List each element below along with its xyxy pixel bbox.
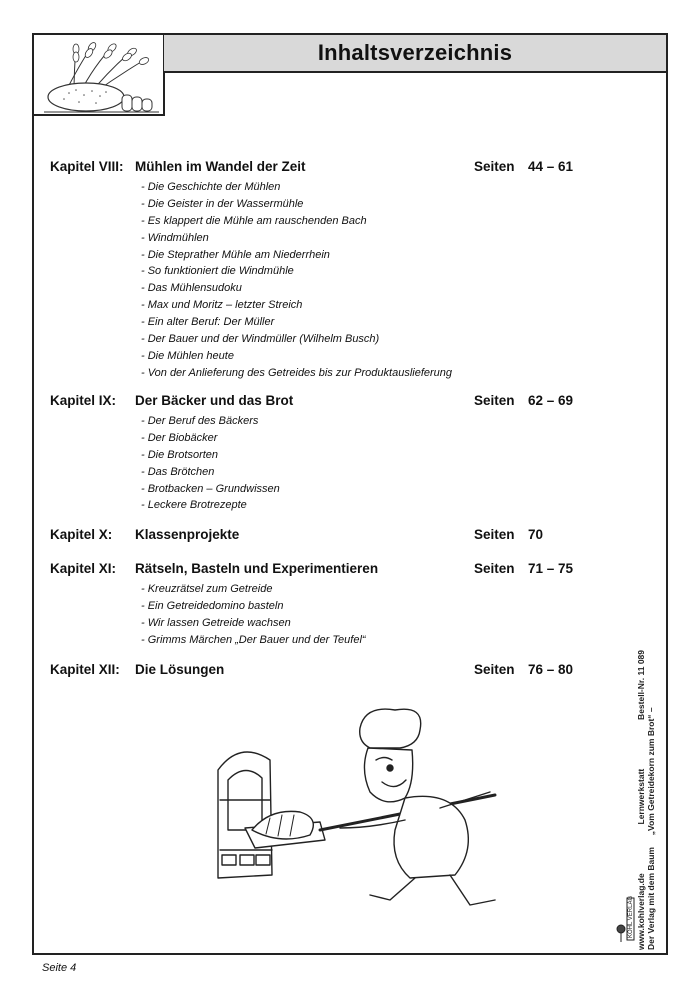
pages-label: Seiten [474,393,515,408]
chapter-title: Die Lösungen [135,662,225,677]
pages-range: 44 – 61 [528,159,574,174]
list-item: - Brotbacken – Grundwissen [141,482,280,495]
chapter-title: Klassenprojekte [135,527,240,542]
publisher-slogan: Der Verlag mit dem Baum [646,847,656,950]
list-item: - Leckere Brotrezepte [141,499,247,512]
chapter-section [50,527,580,545]
bread-illustration [34,35,165,116]
separator: – [646,707,656,713]
list-item: - Die Mühlen heute [141,349,234,362]
list-item: - Die Geschichte der Mühlen [141,181,281,193]
chapter-heading [50,159,580,177]
list-item: - Ein alter Beruf: Der Müller [141,316,275,329]
pages-range: 76 – 80 [528,662,574,677]
list-item: - Der Bauer und der Windmüller (Wilhelm Busch) [141,333,380,346]
chapter-items [141,179,580,382]
list-item: - Der Beruf des Bäckers [141,415,259,427]
list-item: - Es klappert die Mühle am rauschenden Bach [141,214,367,227]
order-number: Bestell-Nr. 11 089 [636,650,646,720]
pages-label: Seiten [474,561,515,576]
list-item: - Wir lassen Getreide wachsen [141,616,291,629]
chapter-label: Kapitel VIII: [50,159,124,174]
chapter-heading [50,393,580,411]
list-item: - Ein Getreidedomino basteln [141,599,284,612]
chapter-section [50,561,580,649]
sidebar-order-info [636,650,666,950]
pages-label: Seiten [474,159,515,174]
list-item: - Windmühlen [141,231,209,244]
pages-range: 62 – 69 [528,393,574,408]
list-item: - Von der Anlieferung des Getreides bis zur Produktauslieferung [141,366,453,379]
chapter-items [141,581,580,649]
book-title: „Vom Getreidekorn zum Brot“ [646,714,656,836]
chapter-heading [50,662,580,680]
chapter-heading [50,527,580,545]
sidebar-row [636,650,646,950]
chapter-label: Kapitel XI: [50,561,117,576]
chapter-label: Kapitel X: [50,527,113,542]
chapter-title: Mühlen im Wandel der Zeit [135,159,306,174]
page-title: Inhaltsverzeichnis [317,40,513,65]
pages-range: 71 – 75 [528,561,574,576]
series-label: Lernwerkstatt [636,768,646,825]
list-item: - So funktioniert die Windmühle [141,265,294,278]
title-bar [164,35,666,73]
chapter-heading [50,561,580,579]
list-item: - Das Mühlensudoku [141,282,242,295]
chapter-section [50,662,580,680]
chapter-label: Kapitel XII: [50,662,120,677]
chapter-section [50,393,580,514]
list-item: - Die Steprather Mühle am Niederrhein [141,248,330,261]
list-item: - Die Brotsorten [141,448,219,461]
publisher-logo [614,888,636,946]
sidebar-text-block [636,650,666,950]
publisher-url: www.kohlverlag.de [636,873,646,950]
list-item: - Max und Moritz – letzter Streich [141,299,303,312]
list-item: - Kreuzrätsel zum Getreide [141,583,273,595]
page-number: Seite 4 [42,962,77,974]
chapter-section [50,159,580,382]
pages-label: Seiten [474,662,515,677]
sidebar-row [646,650,656,950]
chapter-title: Der Bäcker und das Brot [135,393,294,408]
list-item: - Die Geister in der Wassermühle [141,197,304,210]
list-item: - Das Brötchen [141,465,215,478]
pages-label: Seiten [474,527,515,542]
pages-range: 70 [528,527,544,542]
chapter-label: Kapitel IX: [50,393,117,408]
baker-illustration [200,700,500,910]
chapter-items [141,413,580,514]
list-item: - Grimms Märchen „Der Bauer und der Teufel“ [141,633,366,646]
publisher-name: KOHL VERLAG [628,895,634,938]
chapter-title: Rätseln, Basteln und Experimentieren [135,561,379,576]
list-item: - Der Biobäcker [141,431,218,444]
